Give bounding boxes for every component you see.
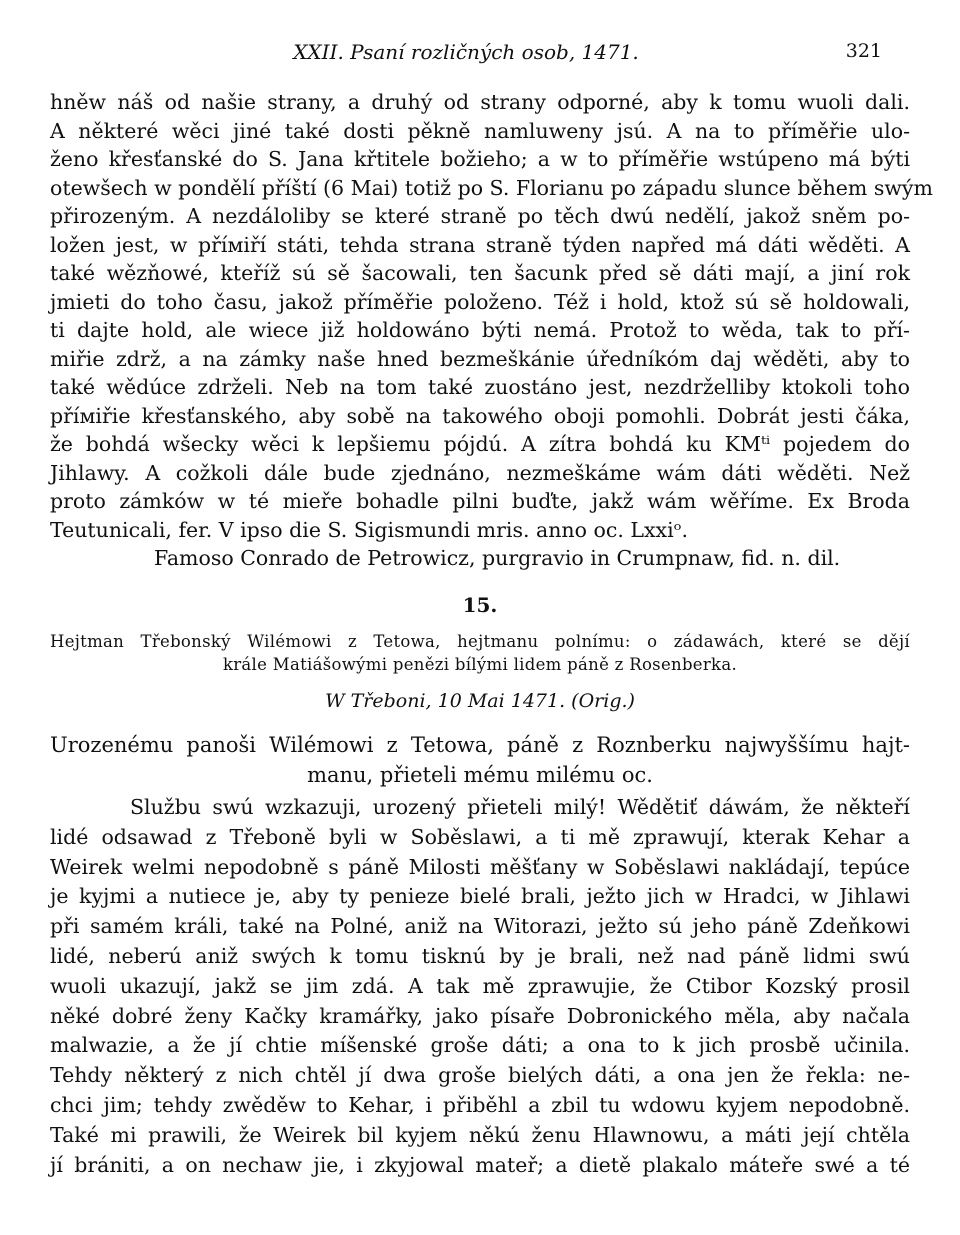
- letter-line: wuoli ukazují, jakž se jim zdá. A tak mě zprawujie, že Ctibor Kozský prosil: [50, 973, 910, 998]
- text-line: Jihlawy. A cožkoli dále bude zjednáno, nezmeškáme wám dáti wěděti. Než: [50, 460, 910, 485]
- letter-line: malwazie, a že jí chtie míšenské groše dáti; a ona to k jich prosbě učinila.: [50, 1033, 910, 1058]
- document-regest: [50, 630, 910, 676]
- letter-body: [50, 793, 910, 1180]
- text-line: přirozeným. A nezdáloliby se které straně po těch dwú nedělí, jakož sněm po-: [50, 204, 910, 228]
- letter-address: [50, 730, 910, 790]
- regest-line: Hejtman Třebonský Wilémowi z Tetowa, hejtmanu polnímu: o zádawách, které se dějí: [50, 632, 910, 651]
- letter-line: Také mi prawili, že Weirek bil kyjem někú ženu Hlawnowu, a máti její chtěla: [50, 1122, 910, 1147]
- text-line: A některé wěci jiné také dosti pěkně namluweny jsú. A na to příměřie ulo-: [50, 118, 910, 143]
- text-line: ženo křesťanské do S. Jana křtitele božieho; a w to příměřie wstúpeno má býti: [50, 147, 910, 171]
- text-line: miřie zdrž, a na zámky naše hned bezmeškánie úředníkóm daj wěděti, aby to: [50, 346, 910, 371]
- letter-line: chci jim; tehdy zwěděw to Kehar, i přiběhl a zbil tu wdowu kyjem nepodobně.: [50, 1092, 910, 1117]
- letter-line: Weirek welmi nepodobně s páně Milosti měšťany w Soběslawi nakládají, tepúce: [50, 854, 910, 879]
- document-dateline: W Třeboni, 10 Mai 1471. (Orig.): [325, 690, 635, 712]
- text-line: ti dajte hold, ale wiece již holdowáno býti nemá. Protož to wěda, tak to pří-: [50, 318, 910, 342]
- page-header: [50, 40, 882, 70]
- page-number: 321: [845, 40, 882, 62]
- letter-line: něké dobré ženy Kačky kramářky, jako písaře Dobronického měla, aby načala: [50, 1003, 910, 1028]
- address-line: manu, přieteli mému milému oc.: [307, 763, 653, 787]
- text-line: ložen jest, w příміří státi, tehda strana straně týden napřed má dáti wěděti. A: [50, 232, 910, 257]
- letter-line: Tehdy některý z nich chtěl jí dwa groše bielých dáti, a ona jen že řekla: ne-: [50, 1063, 910, 1088]
- text-line: Teutunicali, fer. V ipso die S. Sigismundi mris. anno oc. Lxxiᵒ.: [50, 517, 689, 542]
- letter-line: lidé, neberú aniž swých k tomu tisknú by je brali, než nad páně lidmi swú: [50, 943, 910, 968]
- letter-line: lidé odsawad z Třeboně byli w Soběslawi, a ti mě zprawují, kterak Kehar a: [50, 824, 910, 849]
- address-line: Urozenému panoši Wilémowi z Tetowa, páně z Roznberku najwyššímu hajt-: [50, 733, 910, 757]
- text-line: příміřie křesťanského, aby sobě na takowého oboji pomohli. Dobrát jesti čáka,: [50, 403, 910, 428]
- text-line: také wězňowé, kteříž sú sě šacowali, ten šacunk před sě dáti mají, a jiní rok: [50, 261, 910, 285]
- signature-line: Famoso Conrado de Petrowicz, purgravio in Crumpnaw, fid. n. dil.: [154, 546, 841, 570]
- text-line: otewšech w pondělí příští (6 Mai) totiž po S. Florianu po západu slunce během swým: [50, 175, 933, 200]
- letter-line: jí brániti, a on nechaw jie, i zkyjowal mateř; a dietě plakalo máteře swé a té: [50, 1152, 910, 1177]
- text-line: hněw náš od našie strany, a druhý od strany odporné, aby k tomu wuoli dali.: [50, 90, 910, 114]
- document-number: 15.: [462, 593, 498, 617]
- text-line: jmieti do toho času, jakož příměřie položeno. Též i hold, ktož sú sě holdowali,: [50, 289, 910, 314]
- text-line: také wědúce zdrželi. Neb na tom také zuostáno jest, nezdrželliby ktokoli toho: [50, 375, 910, 399]
- letter-line: je kyjmi a nutiece je, aby ty penieze bielé brali, ježto jich w Hradci, w Jihlawi: [50, 884, 910, 909]
- letter-line: Službu swú wzkazuji, urozený přieteli milý! Wědětiť dáwám, že někteří: [130, 795, 910, 819]
- letter-line: při samém králi, také na Polné, aniž na Witorazi, ježto sú jeho páně Zdeňkowi: [50, 914, 910, 939]
- running-title: XXII. Psaní rozličných osob, 1471.: [293, 40, 639, 64]
- regest-line: krále Matiášowými penězi bílými lidem páně z Rosenberka.: [222, 655, 738, 674]
- text-line: proto zámków w té mieře bohadle pilni buďte, jakž wám wěříme. Ex Broda: [50, 489, 910, 513]
- previous-letter-text: [50, 88, 933, 573]
- text-line: že bohdá wšecky wěci k lepšiemu pójdú. A zítra bohdá ku KMᵗⁱ pojedem do: [50, 432, 910, 456]
